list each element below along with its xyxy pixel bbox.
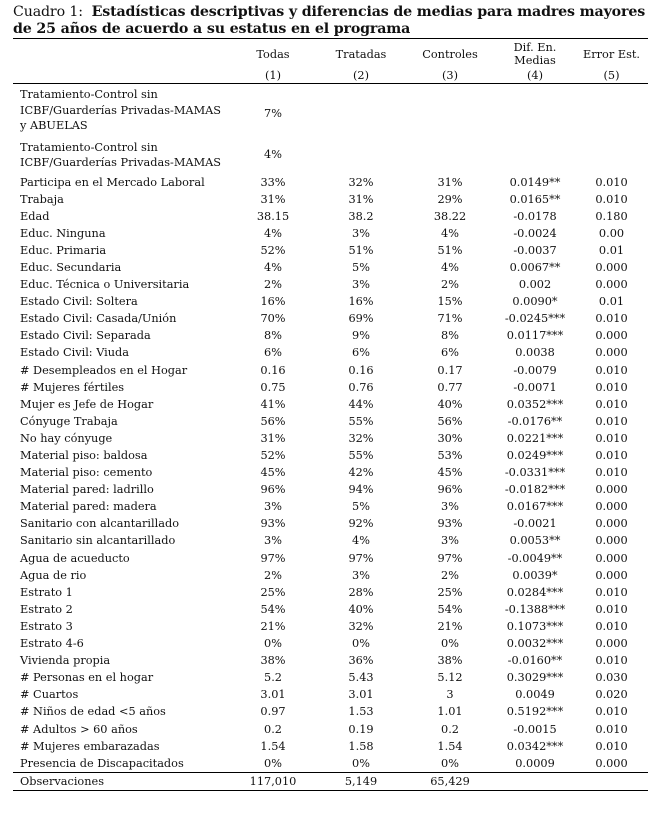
caption-title: Estadísticas descriptivas y diferencias de medias para madres mayores de 25 años de acuerdo a su estatus en el programa <box>13 4 646 37</box>
table-row <box>13 242 648 259</box>
cell-error-est: 0.010 <box>595 192 628 206</box>
cell-tratadas: 9% <box>352 329 370 343</box>
table-row <box>13 481 648 498</box>
cell-tratadas: 1.58 <box>348 739 374 753</box>
header-controles: Controles <box>405 39 495 69</box>
header-number-2: (2) <box>317 68 405 84</box>
cell-dif-medias: -0.0049** <box>507 551 563 565</box>
cell-dif-medias: 0.0117*** <box>506 329 564 343</box>
cell-todas: 41% <box>260 397 286 411</box>
table-row <box>13 379 648 396</box>
row-label: Observaciones <box>13 772 229 790</box>
cell-tratadas: 5% <box>352 500 370 514</box>
cell-dif-medias: 0.0032*** <box>506 637 564 651</box>
table-row <box>13 464 648 481</box>
row-label: Estrato 2 <box>20 602 73 616</box>
table-row <box>13 601 648 618</box>
row-label: Estrato 3 <box>20 619 73 633</box>
cell-tratadas: 42% <box>348 466 374 480</box>
cell-controles: 53% <box>437 449 463 462</box>
cell-dif-medias: -0.0021 <box>513 517 557 531</box>
cell-controles: 21% <box>437 619 463 633</box>
header-number-4: (4) <box>495 68 575 84</box>
row-label: # Mujeres fértiles <box>20 380 125 394</box>
header-blank <box>13 68 229 84</box>
table-row <box>13 362 648 379</box>
row-label: # Desempleados en el Hogar <box>20 363 188 377</box>
cell-controles: 15% <box>437 295 463 309</box>
table-row <box>13 652 648 669</box>
cell-todas: 54% <box>260 602 286 616</box>
cell-todas: 16% <box>260 295 286 309</box>
table-body <box>13 84 648 791</box>
row-label: Sanitario sin alcantarillado <box>20 534 176 548</box>
cell-error-est: 0.01 <box>598 295 625 309</box>
cell-error-est: 0.000 <box>595 500 628 514</box>
cell-tratadas: 32% <box>348 619 374 633</box>
cell-controles: 38% <box>437 654 463 668</box>
cell-controles: 93% <box>437 517 463 531</box>
cell-controles: 31% <box>437 175 463 189</box>
table-row <box>13 259 648 276</box>
cell-todas: 0.2 <box>264 722 282 736</box>
cell-controles: 40% <box>437 397 463 411</box>
row-label: Educ. Secundaria <box>20 260 122 274</box>
row-label: Material pared: ladrillo <box>20 483 154 497</box>
descriptive-statistics-table <box>13 38 648 791</box>
header-tratadas: Tratadas <box>317 39 405 69</box>
table-row <box>13 755 648 773</box>
observations-row <box>13 772 648 790</box>
cell-tratadas: 3% <box>352 226 370 240</box>
special-row <box>13 137 648 174</box>
cell-todas: 117,010 <box>229 772 317 790</box>
cell-controles: 29% <box>437 192 463 206</box>
cell-todas: 4% <box>264 260 282 274</box>
row-label: Cónyuge Trabaja <box>20 414 118 428</box>
row-label: Agua de rio <box>20 568 87 582</box>
cell-error-est: 0.01 <box>598 243 625 257</box>
cell-controles: 56% <box>437 414 463 428</box>
table-row <box>13 174 648 191</box>
row-label: Material piso: baldosa <box>20 449 148 462</box>
cell-todas: 56% <box>260 414 286 428</box>
row-label: Mujer es Jefe de Hogar <box>20 397 154 411</box>
cell-dif-medias: 0.5192*** <box>506 705 564 719</box>
cell-controles: 3% <box>441 500 459 514</box>
table-row <box>13 567 648 584</box>
row-label: # Cuartos <box>20 688 79 702</box>
table-row <box>13 550 648 567</box>
cell-tratadas: 51% <box>348 243 374 257</box>
cell-todas: 0% <box>264 637 282 651</box>
cell-controles: 1.54 <box>437 739 463 753</box>
cell-tratadas: 0.19 <box>348 722 374 736</box>
cell-error-est: 0.000 <box>595 346 628 360</box>
cell-error-est: 0.030 <box>595 671 628 685</box>
cell-tratadas: 3.01 <box>348 688 374 702</box>
cell-tratadas: 5,149 <box>317 772 405 790</box>
cell-error-est: 0.010 <box>595 619 628 633</box>
cell-dif-medias: 0.0067** <box>509 260 561 274</box>
cell-error-est: 0.000 <box>595 534 628 548</box>
cell-dif-medias: 0.0090* <box>512 295 558 309</box>
cell-controles: 0.17 <box>437 363 463 377</box>
cell-error-est: 0.010 <box>595 414 628 428</box>
cell-controles: 2% <box>441 568 459 582</box>
row-label: Estado Civil: Casada/Unión <box>20 312 177 326</box>
cell-dif-medias <box>495 772 575 790</box>
cell-tratadas: 1.53 <box>348 705 374 719</box>
cell-controles: 3% <box>441 534 459 548</box>
table-row <box>13 618 648 635</box>
cell-dif-medias: -0.0015 <box>513 722 557 736</box>
cell-todas: 2% <box>264 278 282 292</box>
table-row <box>13 447 648 464</box>
cell-tratadas: 0.76 <box>348 380 374 394</box>
cell-error-est: 0.010 <box>595 312 628 326</box>
cell-todas: 31% <box>260 192 286 206</box>
cell-todas: 0.75 <box>260 380 286 394</box>
cell-error-est: 0.000 <box>595 483 628 497</box>
row-label: Educ. Primaria <box>20 243 107 257</box>
cell-tratadas: 92% <box>348 517 374 531</box>
row-label: Participa en el Mercado Laboral <box>20 175 205 189</box>
row-label: Educ. Técnica o Universitaria <box>20 278 190 292</box>
cell-tratadas: 69% <box>348 312 374 326</box>
cell-tratadas: 28% <box>348 585 374 599</box>
cell-todas: 70% <box>260 312 286 326</box>
special-row <box>13 84 648 137</box>
cell-tratadas: 5% <box>352 260 370 274</box>
cell-todas: 38.15 <box>256 209 290 223</box>
header-blank <box>13 39 229 69</box>
cell-dif-medias: 0.0249*** <box>506 449 564 462</box>
caption-number: Cuadro 1: <box>13 4 83 20</box>
cell-tratadas: 3% <box>352 568 370 582</box>
cell-dif-medias: -0.0160** <box>507 654 563 668</box>
cell-controles: 65,429 <box>405 772 495 790</box>
cell-todas: 33% <box>260 175 286 189</box>
cell-error-est: 0.00 <box>598 226 625 240</box>
cell-todas: 31% <box>260 431 286 445</box>
cell-error-est: 0.020 <box>595 688 628 702</box>
cell-todas: 21% <box>260 619 286 633</box>
table-row <box>13 293 648 310</box>
cell-controles: 3 <box>446 688 454 702</box>
row-label: # Adultos > 60 años <box>20 722 138 736</box>
cell-dif-medias: 0.1073*** <box>506 619 564 633</box>
cell-controles: 25% <box>437 585 463 599</box>
cell-todas: 3% <box>264 534 282 548</box>
cell-error-est: 0.010 <box>595 585 628 599</box>
cell-todas: 5.2 <box>264 671 282 685</box>
row-label: Tratamiento-Control sin ICBF/Guarderías Privadas-MAMAS <box>20 140 222 169</box>
header-number-3: (3) <box>405 68 495 84</box>
cell-tratadas: 32% <box>348 175 374 189</box>
cell-controles: 51% <box>437 243 463 257</box>
cell-todas: 1.54 <box>260 739 286 753</box>
cell-dif-medias: 0.0165** <box>509 192 561 206</box>
cell-dif-medias: -0.0182*** <box>504 483 566 497</box>
cell-dif-medias: 0.0039* <box>512 568 558 582</box>
cell-controles: 2% <box>441 278 459 292</box>
row-label: No hay cónyuge <box>20 431 113 445</box>
cell-error-est: 0.010 <box>595 722 628 736</box>
cell-tratadas: 5.43 <box>348 671 374 685</box>
row-label: Vivienda propia <box>20 654 111 668</box>
cell-error-est: 0.010 <box>595 739 628 753</box>
cell-todas: 38% <box>260 654 286 668</box>
header-number-1: (1) <box>229 68 317 84</box>
row-label: # Personas en el hogar <box>20 671 154 685</box>
row-label: Tratamiento-Control sin ICBF/Guarderías Privadas-MAMAS y ABUELAS <box>20 88 222 132</box>
cell-tratadas: 97% <box>348 551 374 565</box>
cell-error-est: 0.010 <box>595 431 628 445</box>
cell-tratadas: 40% <box>348 602 374 616</box>
cell-todas: 2% <box>264 568 282 582</box>
cell-tratadas: 38.2 <box>348 209 374 223</box>
cell-dif-medias: -0.0178 <box>513 209 557 223</box>
table-row <box>13 396 648 413</box>
cell-error-est: 0.000 <box>595 329 628 343</box>
cell-error-est: 0.000 <box>595 568 628 582</box>
cell-dif-medias: 0.0009 <box>515 756 555 770</box>
cell-controles: 30% <box>437 431 463 445</box>
cell-todas: 93% <box>260 517 286 531</box>
cell-dif-medias: 0.0149** <box>509 175 561 189</box>
cell-tratadas: 44% <box>348 397 374 411</box>
cell-error-est: 0.010 <box>595 397 628 411</box>
row-label: Sanitario con alcantarillado <box>20 517 180 531</box>
cell-dif-medias: 0.0038 <box>515 346 555 360</box>
table-row <box>13 225 648 242</box>
cell-dif-medias: 0.0284*** <box>506 585 564 599</box>
cell-dif-medias: 0.0053** <box>509 534 561 548</box>
cell-controles: 38.22 <box>433 209 467 223</box>
table-row <box>13 344 648 361</box>
cell-controles: 1.01 <box>437 705 463 719</box>
cell-todas: 97% <box>260 551 286 565</box>
cell-dif-medias: 0.0221*** <box>506 431 564 445</box>
cell-dif-medias: -0.0071 <box>513 380 557 394</box>
cell-dif-medias: -0.0176** <box>507 414 563 428</box>
header-number-5: (5) <box>575 68 648 84</box>
table-row <box>13 721 648 738</box>
table-row <box>13 584 648 601</box>
cell-error-est: 0.010 <box>595 380 628 394</box>
header-labels-row <box>13 39 648 69</box>
table-header <box>13 39 648 84</box>
cell-controles: 0% <box>441 637 459 651</box>
cell-controles: 97% <box>437 551 463 565</box>
cell-todas: 7% <box>264 106 282 120</box>
cell-controles: 71% <box>437 312 463 326</box>
cell-todas: 52% <box>260 243 286 257</box>
table-row <box>13 208 648 225</box>
table-row <box>13 276 648 293</box>
cell-tratadas: 4% <box>352 534 370 548</box>
table-row <box>13 327 648 344</box>
cell-tratadas: 55% <box>348 414 374 428</box>
cell-tratadas: 32% <box>348 431 374 445</box>
row-label: Trabaja <box>20 192 64 206</box>
cell-error-est: 0.000 <box>595 551 628 565</box>
cell-tratadas: 0.16 <box>348 363 374 377</box>
row-label: Material piso: cemento <box>20 466 153 480</box>
cell-todas: 4% <box>264 226 282 240</box>
cell-todas: 8% <box>264 329 282 343</box>
cell-controles: 6% <box>441 346 459 360</box>
row-label: Educ. Ninguna <box>20 226 106 240</box>
cell-error-est: 0.010 <box>595 602 628 616</box>
cell-todas: 0.16 <box>260 363 286 377</box>
cell-todas: 6% <box>264 346 282 360</box>
row-label: Estrato 4-6 <box>20 637 84 651</box>
cell-error-est: 0.180 <box>595 209 628 223</box>
table-row <box>13 738 648 755</box>
cell-controles: 0% <box>441 756 459 770</box>
row-label: Estado Civil: Soltera <box>20 295 138 309</box>
cell-controles: 4% <box>441 260 459 274</box>
table-row <box>13 532 648 549</box>
header-dif-medias: Dif. En. Medias <box>495 39 575 69</box>
cell-todas: 45% <box>260 466 286 480</box>
header-todas: Todas <box>229 39 317 69</box>
cell-error-est: 0.000 <box>595 278 628 292</box>
table-row <box>13 430 648 447</box>
cell-dif-medias: 0.0352*** <box>506 397 564 411</box>
row-label: Estrato 1 <box>20 585 73 599</box>
cell-error-est: 0.000 <box>595 637 628 651</box>
table-row <box>13 635 648 652</box>
cell-tratadas: 0% <box>352 756 370 770</box>
cell-error-est: 0.010 <box>595 363 628 377</box>
cell-error-est: 0.000 <box>595 517 628 531</box>
cell-error-est: 0.000 <box>595 756 628 770</box>
table-row <box>13 413 648 430</box>
cell-controles: 0.2 <box>441 722 459 736</box>
cell-controles: 54% <box>437 602 463 616</box>
row-label: Agua de acueducto <box>20 551 130 565</box>
cell-error-est: 0.010 <box>595 449 628 462</box>
cell-todas: 3.01 <box>260 688 286 702</box>
table-caption <box>13 4 646 38</box>
cell-dif-medias: -0.1388*** <box>504 602 566 616</box>
row-label: # Mujeres embarazadas <box>20 739 160 753</box>
table-row <box>13 669 648 686</box>
header-error-est: Error Est. <box>575 39 648 69</box>
cell-dif-medias: -0.0024 <box>513 226 557 240</box>
cell-error-est <box>575 772 648 790</box>
cell-controles: 0.77 <box>437 380 463 394</box>
row-label: Edad <box>20 209 50 223</box>
cell-todas: 4% <box>264 148 282 162</box>
cell-error-est: 0.000 <box>595 260 628 274</box>
table-row <box>13 310 648 327</box>
table-row <box>13 191 648 208</box>
cell-dif-medias: -0.0037 <box>513 243 557 257</box>
cell-dif-medias: -0.0331*** <box>504 466 566 480</box>
cell-dif-medias: 0.0049 <box>515 688 555 702</box>
cell-error-est: 0.010 <box>595 466 628 480</box>
cell-todas: 96% <box>260 483 286 497</box>
cell-controles: 45% <box>437 466 463 480</box>
table-row <box>13 515 648 532</box>
table-row <box>13 703 648 720</box>
row-label: Presencia de Discapacitados <box>20 756 184 770</box>
cell-controles: 8% <box>441 329 459 343</box>
cell-controles: 96% <box>437 483 463 497</box>
cell-controles: 4% <box>441 226 459 240</box>
cell-todas: 0.97 <box>260 705 286 719</box>
row-label: Estado Civil: Viuda <box>20 346 130 360</box>
table-row <box>13 498 648 515</box>
cell-todas: 3% <box>264 500 282 514</box>
cell-error-est: 0.010 <box>595 705 628 719</box>
cell-dif-medias: -0.0079 <box>513 363 557 377</box>
cell-todas: 52% <box>260 449 286 462</box>
cell-dif-medias: 0.0342*** <box>506 739 564 753</box>
cell-controles: 5.12 <box>437 671 463 685</box>
cell-dif-medias: 0.002 <box>518 278 552 292</box>
cell-tratadas: 6% <box>352 346 370 360</box>
cell-tratadas: 16% <box>348 295 374 309</box>
header-numbers-row <box>13 68 648 84</box>
cell-tratadas: 55% <box>348 449 374 462</box>
cell-tratadas: 31% <box>348 192 374 206</box>
cell-error-est: 0.010 <box>595 654 628 668</box>
cell-dif-medias: -0.0245*** <box>504 312 566 326</box>
cell-todas: 25% <box>260 585 286 599</box>
row-label: # Niños de edad <5 años <box>20 705 166 719</box>
cell-tratadas: 36% <box>348 654 374 668</box>
table-row <box>13 686 648 703</box>
cell-tratadas: 94% <box>348 483 374 497</box>
cell-tratadas: 0% <box>352 637 370 651</box>
cell-tratadas: 3% <box>352 278 370 292</box>
cell-error-est: 0.010 <box>595 175 628 189</box>
cell-dif-medias: 0.3029*** <box>506 671 564 685</box>
cell-dif-medias: 0.0167*** <box>506 500 564 514</box>
row-label: Estado Civil: Separada <box>20 329 151 343</box>
row-label: Material pared: madera <box>20 500 157 514</box>
cell-todas: 0% <box>264 756 282 770</box>
